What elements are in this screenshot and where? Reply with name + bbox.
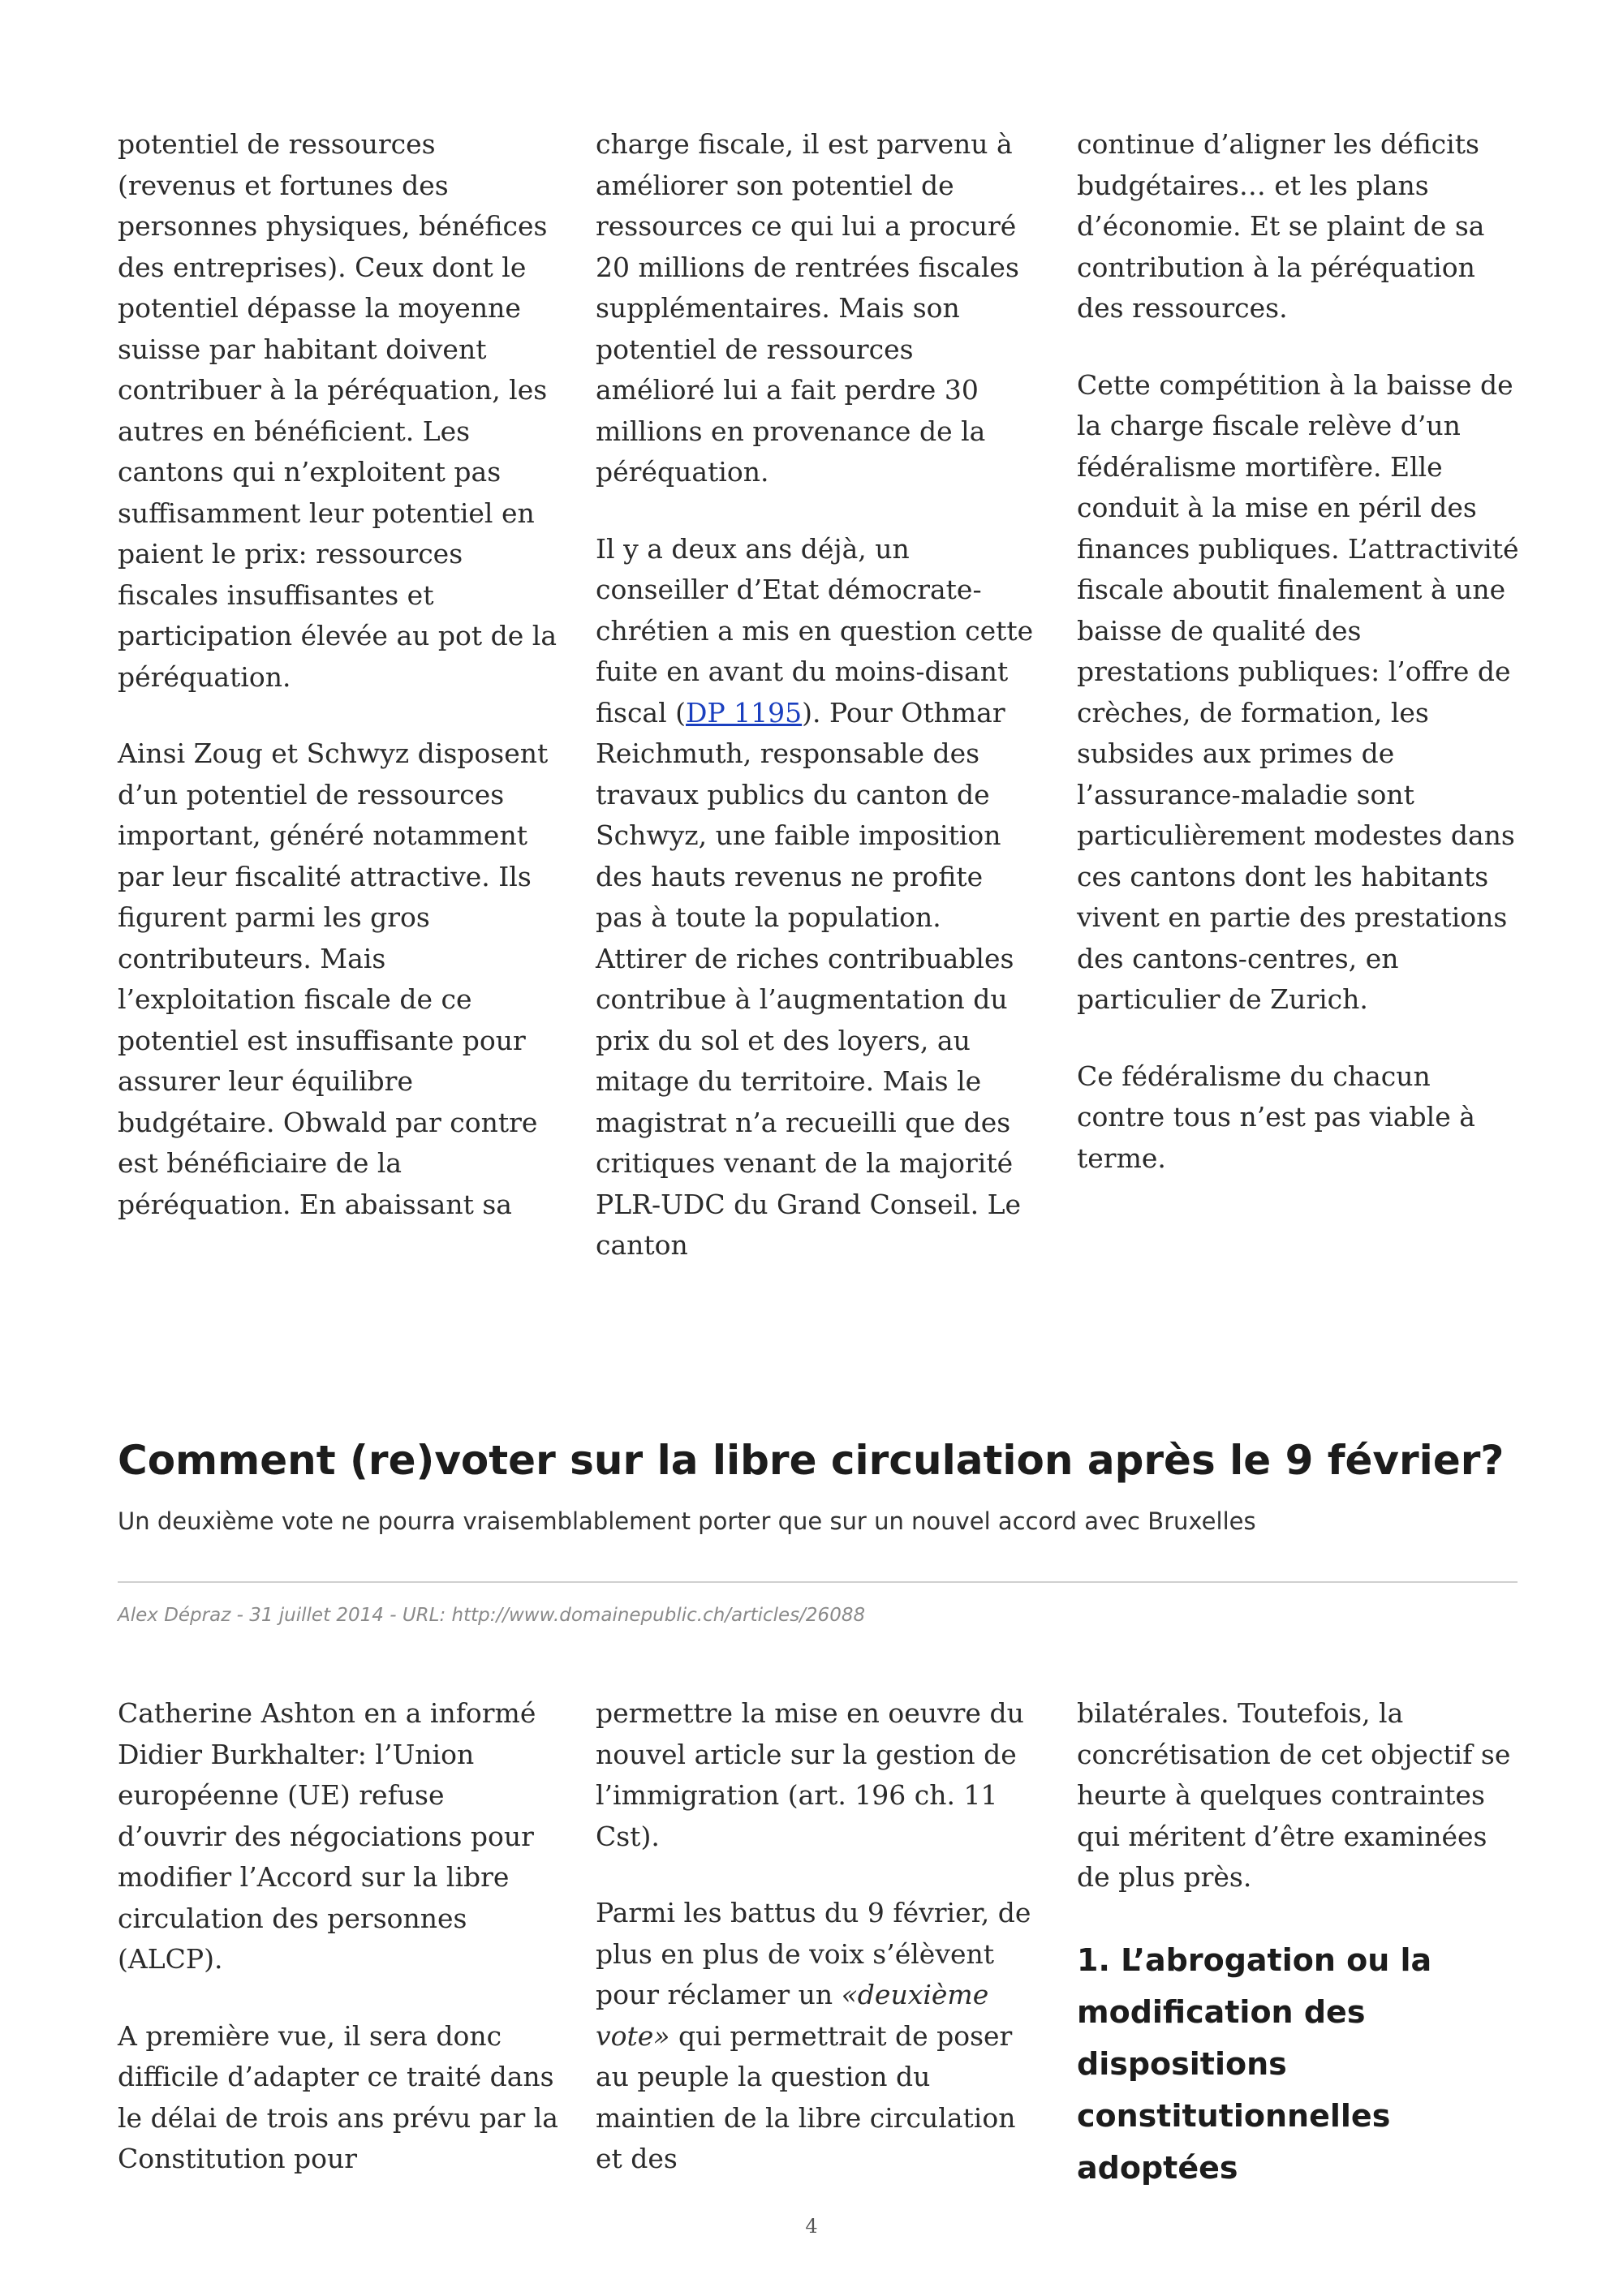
paragraph: Catherine Ashton en a informé Didier Burkhalter: l’Union européenne (UE) refuse d’ouvrir des négociations pour modifier l’Accord sur la libre circulation des personnes (ALCP). [118, 1697, 536, 1975]
paragraph: charge fiscale, il est parvenu à améliorer son potentiel de ressources ce qui lui a procuré 20 millions de rentrées fiscales supplémentaires. Mais son potentiel de ressources amélioré lui a fait perdre 30 millions en provenance de la péréquation. [596, 128, 1019, 488]
page-number: 4 [805, 2215, 818, 2238]
top-article-column-2 [596, 124, 1038, 1266]
dp-1195-link[interactable]: DP 1195 [686, 696, 803, 729]
paragraph: Ce fédéralisme du chacun contre tous n’est pas viable à terme. [1077, 1060, 1475, 1174]
bottom-article-column-3 [1077, 1693, 1519, 2194]
paragraph-with-quote [596, 1893, 1038, 2180]
top-article-column-3 [1077, 124, 1519, 1179]
paragraph: bilatérales. Toutefois, la concrétisation de cet objectif se heurte à quelques contraintes qui méritent d’être examinées de plus près. [1077, 1697, 1511, 1893]
paragraph: continue d’aligner les déficits budgétaires… et les plans d’économie. Et se plaint de sa contribution à la péréquation des ressources. [1077, 128, 1485, 324]
paragraph-text: qui permettrait de poser au peuple la question du maintien de la libre circulation et des [596, 2019, 1016, 2174]
bottom-article-column-2 [596, 1693, 1038, 2180]
top-article-column-1 [118, 124, 560, 1225]
paragraph-with-link [596, 529, 1038, 1266]
paragraph: permettre la mise en oeuvre du nouvel article sur la gestion de l’immigration (art. 196 ch. 11 Cst). [596, 1697, 1024, 1852]
article-subtitle: Un deuxième vote ne pourra vraisemblablement porter que sur un nouvel accord avec Bruxelles [118, 1507, 1256, 1535]
paragraph-text: ). Pour Othmar Reichmuth, responsable des travaux publics du canton de Schwyz, une faible imposition des hauts revenus ne profite pas à toute la population. Attirer de riches contribuables contribue à l’augmentation du prix du sol et des loyers, au mitage du territoire. Mais le magistrat n’a recueilli que des critiques venant de la majorité PLR-UDC du Grand Conseil. Le canton [596, 696, 1022, 1261]
section-heading: 1. L’abrogation ou la modification des dispositions constitutionnelles adoptées [1077, 1941, 1432, 2186]
article-meta: Alex Dépraz - 31 juillet 2014 - URL: http://www.domainepublic.ch/articles/26088 [118, 1605, 866, 1626]
paragraph: Ainsi Zoug et Schwyz disposent d’un potentiel de ressources important, généré notamment par leur fiscalité attractive. Ils figurent parmi les gros contributeurs. Mais l’exploitation fiscale de ce potentiel est insuffisante pour assurer leur équilibre budgétaire. Obwald par contre est bénéficiaire de la péréquation. En abaissant sa [118, 737, 549, 1220]
quoted-term: «deuxième vote» [596, 1979, 989, 2052]
paragraph-text: Parmi les battus du 9 février, de plus en plus de voix s’élèvent pour réclamer un [596, 1897, 1031, 2010]
bottom-article-column-1 [118, 1693, 560, 2180]
article-title: Comment (re)voter sur la libre circulation après le 9 février? [118, 1437, 1505, 1484]
paragraph: A première vue, il sera donc difficile d’adapter ce traité dans le délai de trois ans prévu par la Constitution pour [118, 2019, 558, 2174]
paragraph: potentiel de ressources (revenus et fortunes des personnes physiques, bénéfices des entreprises). Ceux dont le potentiel dépasse la moyenne suisse par habitant doivent contribuer à la péréquation, les autres en bénéficient. Les cantons qui n’exploitent pas suffisamment leur potentiel en paient le prix: ressources fiscales insuffisantes et participation élevée au pot de la péréquation. [118, 128, 557, 693]
paragraph: Cette compétition à la baisse de la charge fiscale relève d’un fédéralisme mortifère. Elle conduit à la mise en péril des finances publiques. L’attractivité fiscale aboutit finalement à une baisse de qualité des prestations publiques: l’offre de crèches, de formation, les subsides aux primes de l’assurance-maladie sont particulièrement modestes dans ces cantons dont les habitants vivent en partie des prestations des cantons-centres, en particulier de Zurich. [1077, 368, 1519, 1015]
paragraph-text: Il y a deux ans déjà, un conseiller d’Etat démocrate-chrétien a mis en question cette fuite en avant du moins-disant fiscal ( [596, 532, 1034, 729]
divider [118, 1581, 1518, 1583]
